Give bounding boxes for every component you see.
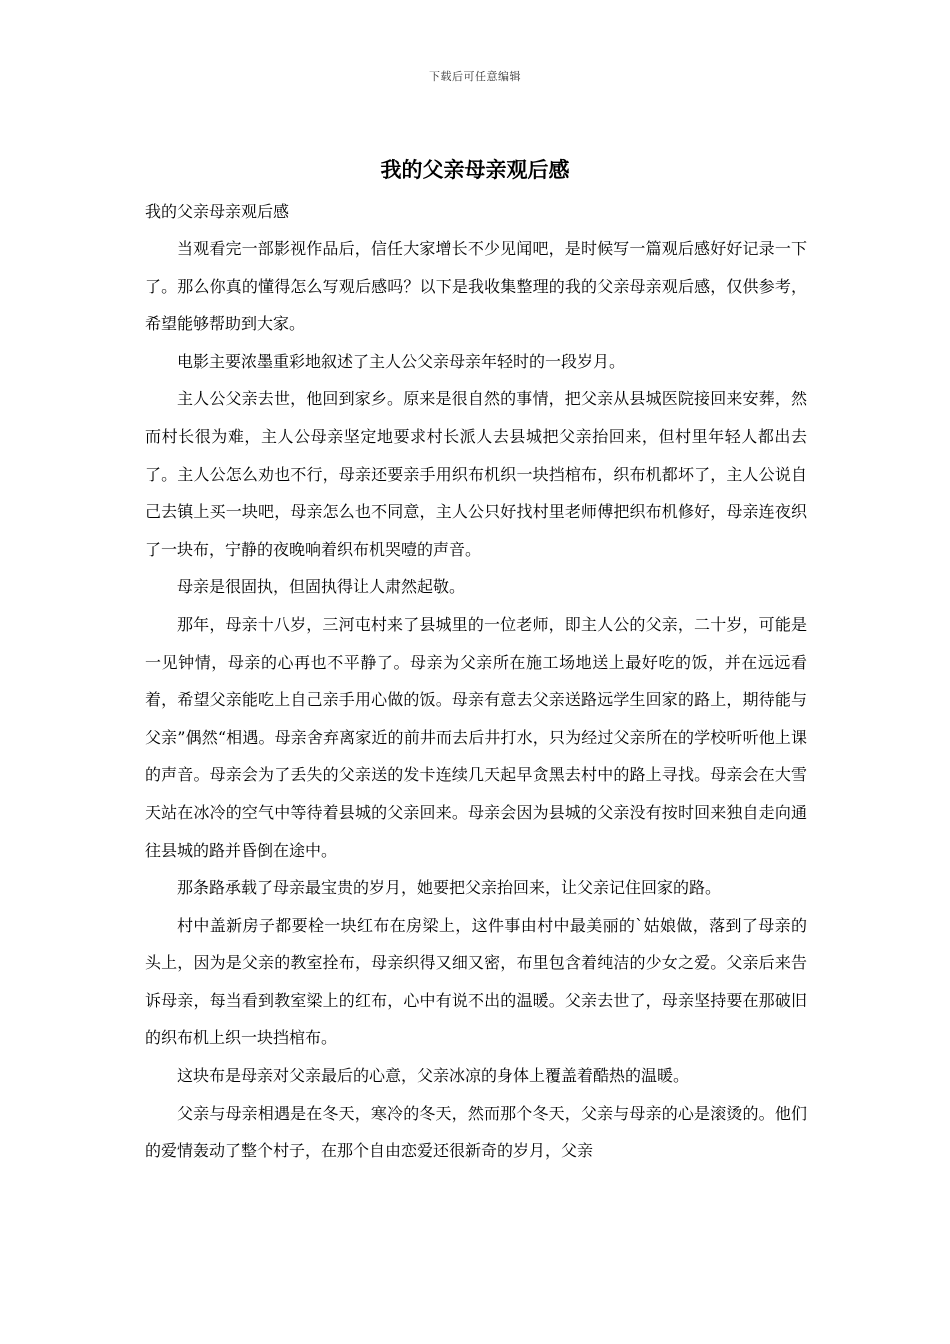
- paragraph: 母亲是很固执，但固执得让人肃然起敬。: [177, 577, 466, 597]
- document-subtitle: 我的父亲母亲观后感: [145, 202, 290, 221]
- paragraph: 主人公父亲去世，他回到家乡。原来是很自然的事情，把父亲从县城医院接回来安葬，然而村长很为难，主人公母亲坚定地要求村长派人去县城把父亲抬回来，但村里年轻人都出去了。主人公怎么劝也不行，母亲还要亲手用织布机织一块挡棺布，织布机都坏了，主人公说自己去镇上买一块吧，母亲怎么也不同意，主人公只好找村里老师傅把织布机修好，母亲连夜织了一块布，宁静的夜晚响着织布机哭噎的声音。: [145, 389, 807, 559]
- paragraph: 父亲与母亲相遇是在冬天，寒冷的冬天，然而那个冬天，父亲与母亲的心是滚烫的。他们的爱情轰动了整个村子，在那个自由恋爱还很新奇的岁月，父亲: [145, 1103, 807, 1161]
- document-body: [145, 196, 807, 1170]
- document-title: 我的父亲母亲观后感: [380, 157, 570, 182]
- header-note: 下载后可任意编辑: [429, 70, 521, 83]
- paragraph: 那条路承载了母亲最宝贵的岁月，她要把父亲抬回来，让父亲记住回家的路。: [177, 878, 722, 898]
- paragraph: 村中盖新房子都要栓一块红布在房梁上，这件事由村中最美丽的`姑娘做，落到了母亲的头上，因为是父亲的教室拴布，母亲织得又细又密，布里包含着纯洁的少女之爱。父亲后来告诉母亲，每当看到教室梁上的红布，心中有说不出的温暖。父亲去世了，母亲坚持要在那破旧的织布机上织一块挡棺布。: [145, 915, 807, 1048]
- paragraph: 当观看完一部影视作品后，信任大家增长不少见闻吧，是时候写一篇观后感好好记录一下了。那么你真的懂得怎么写观后感吗？以下是我收集整理的我的父亲母亲观后感，仅供参考，希望能够帮助到大家。: [145, 239, 807, 334]
- paragraph: 那年，母亲十八岁，三河屯村来了县城里的一位老师，即主人公的父亲，二十岁，可能是一见钟情，母亲的心再也不平静了。母亲为父亲所在施工场地送上最好吃的饭，并在远远看着，希望父亲能吃上自己亲手用心做的饭。母亲有意去父亲送路远学生回家的路上，期待能与父亲”偶然“相遇。母亲舍弃离家近的前井而去后井打水，只为经过父亲所在的学校听听他上课的声音。母亲会为了丢失的父亲送的发卡连续几天起早贪黑去村中的路上寻找。母亲会在大雪天站在冰冷的空气中等待着县城的父亲回来。母亲会因为县城的父亲没有按时回来独自走向通往县城的路并昏倒在途中。: [145, 614, 807, 860]
- paragraph: 这块布是母亲对父亲最后的心意，父亲冰凉的身体上覆盖着酷热的温暖。: [177, 1066, 690, 1086]
- paragraph: 电影主要浓墨重彩地叙述了主人公父亲母亲年轻时的一段岁月。: [177, 351, 626, 371]
